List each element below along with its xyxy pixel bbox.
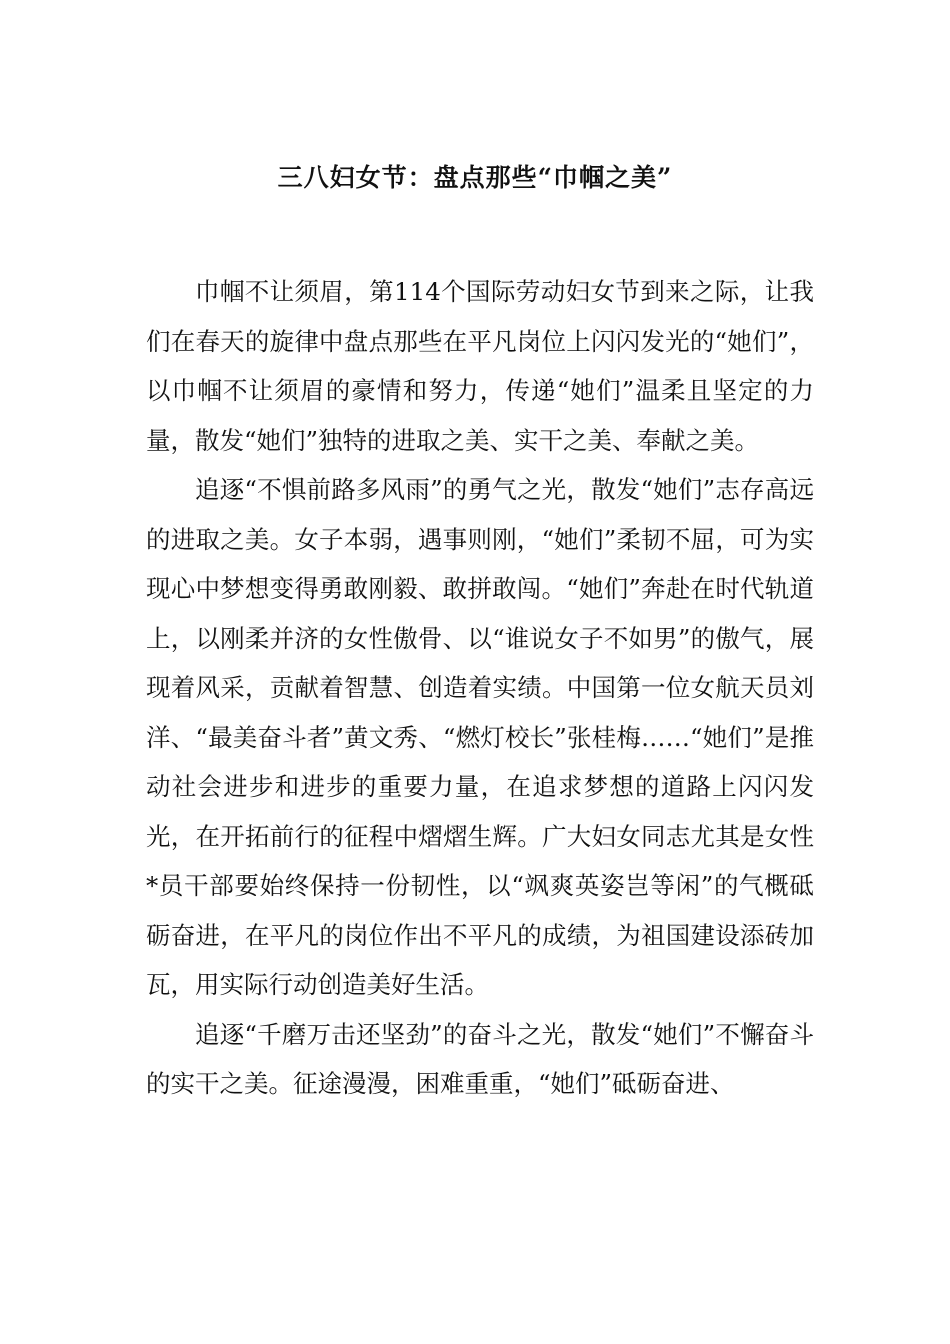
document-body xyxy=(146,267,814,1109)
paragraph-1: 巾帼不让须眉，第114个国际劳动妇女节到来之际，让我们在春天的旋律中盘点那些在平凡岗位上闪闪发光的“她们”，以巾帼不让须眉的豪情和努力，传递“她们”温柔且坚定的力量，散发“她们”独特的进取之美、实干之美、奉献之美。 xyxy=(146,277,814,455)
paragraph-2: 追逐“不惧前路多风雨”的勇气之光，散发“她们”志存高远的进取之美。女子本弱，遇事则刚，“她们”柔韧不屈，可为实现心中梦想变得勇敢刚毅、敢拼敢闯。“她们”奔赴在时代轨道上，以刚柔并济的女性傲骨、以“谁说女子不如男”的傲气，展现着风采，贡献着智慧、创造着实绩。中国第一位女航天员刘洋、“最美奋斗者”黄文秀、“燃灯校长”张桂梅……“她们”是推动社会进步和进步的重要力量，在追求梦想的道路上闪闪发光，在开拓前行的征程中熠熠生辉。广大妇女同志尤其是女性*员干部要始终保持一份韧性，以“飒爽英姿岂等闲”的气概砥砺奋进，在平凡的岗位作出不平凡的成绩，为祖国建设添砖加瓦，用实际行动创造美好生活。 xyxy=(146,475,814,999)
paragraph-3: 追逐“千磨万击还坚劲”的奋斗之光，散发“她们”不懈奋斗的实干之美。征途漫漫，困难重重，“她们”砥砺奋进、 xyxy=(146,1019,814,1098)
document-title: 三八妇女节：盘点那些“巾帼之美” xyxy=(277,163,673,192)
